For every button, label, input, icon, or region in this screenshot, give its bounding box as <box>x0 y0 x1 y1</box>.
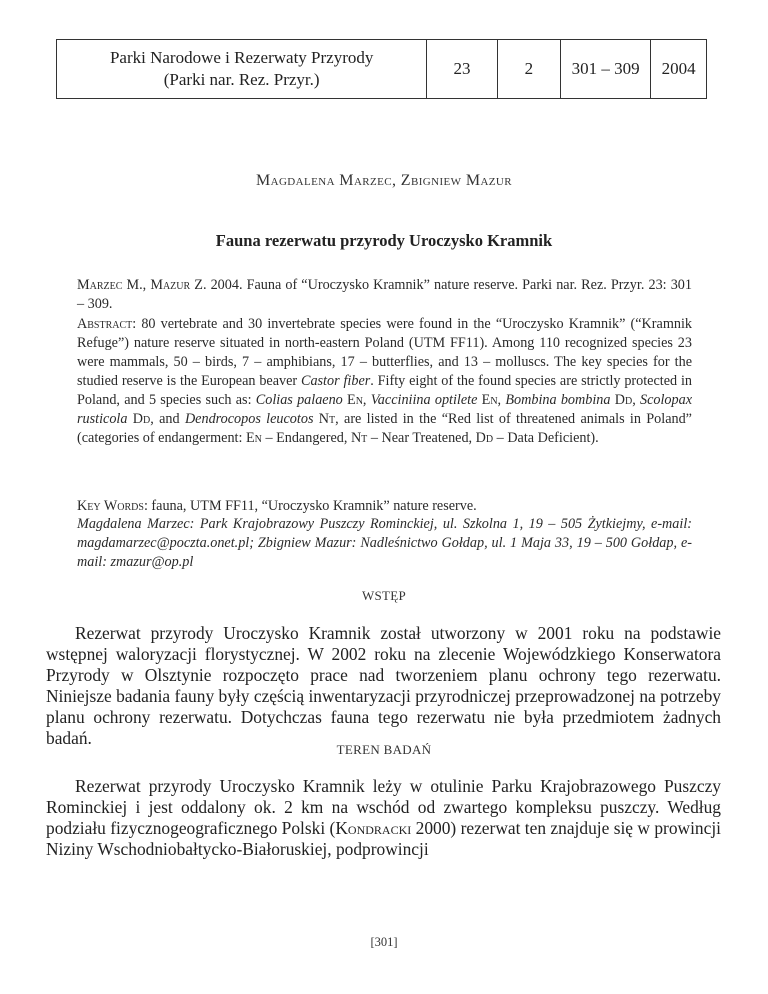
volume-cell: 23 <box>427 40 497 99</box>
citation-text1: M., <box>122 277 151 293</box>
species-name: Castor fiber <box>300 373 371 389</box>
species-name: Dendrocopos leucotos <box>184 411 314 427</box>
category-code: En <box>347 392 363 408</box>
journal-header-table <box>56 39 707 99</box>
abstract-text: , <box>632 392 640 408</box>
category-code: Dd <box>475 430 494 446</box>
study-area-paragraph <box>46 776 721 860</box>
reference-author: Kondracki <box>335 818 412 838</box>
article-title: Fauna rezerwatu przyrody Uroczysko Kramnik <box>215 231 553 250</box>
study-area-text: 2000) rezerwat ten znajduje się w prowincji Niziny Wschodniobałtycko-Białoruskiej, podprowincji <box>46 818 721 859</box>
section-heading-study-area: TEREN BADAŃ <box>336 742 432 757</box>
abstract-text: : 80 vertebrate and 30 invertebrate species were found in the “Uroczysko Kramnik” (“Kramnik Refuge”) nature reserve situated in north-eastern Poland (UTM FF11). Among 110 recognized species 23 were mammals, 50 – birds, 7 – amphibians, 17 – butterflies, and 13 – molluscs. The key species for the studied reserve is the European beaver <box>77 316 692 389</box>
species-name: Scolopax rusticola <box>77 392 693 427</box>
journal-abbreviation: (Parki nar. Rez. Przyr.) <box>163 70 320 89</box>
year-cell: 2004 <box>651 40 707 99</box>
issue-cell: 2 <box>497 40 560 99</box>
citation-author2: Mazur <box>150 277 191 293</box>
introduction-paragraph: Rezerwat przyrody Uroczysko Kramnik został utworzony w 2001 roku na podstawie wstępnej waloryzacji florystycznej. W 2002 roku na zlecenie Wojewódzkiego Konserwatora Przyrody w Olsztynie rozpoczęto prace nad tworzeniem planu ochrony tego rezerwatu. Niniejsze badania fauny były częścią inwentaryzacji przyrodniczej przeprowadzonej na potrzeby planu ochrony rezerwatu. Dotychczas fauna tego rezerwatu nie była przedmiotem żadnych badań. <box>46 623 721 748</box>
abstract-text: , <box>362 392 371 408</box>
pages-cell: 301 – 309 <box>561 40 651 99</box>
abstract-text: – Near Treatened, <box>367 430 476 446</box>
citation <box>77 276 692 314</box>
abstract-text: , and <box>150 411 185 427</box>
authors: Magdalena Marzec, Zbigniew Mazur <box>255 172 512 189</box>
abstract-text: – Endangered, <box>261 430 351 446</box>
abstract-text: – Data Deficient). <box>493 430 599 446</box>
study-area-text: Rezerwat przyrody Uroczysko Kramnik leży w otulinie Parku Krajobrazowego Puszczy Rominckiej i jest oddalony ok. 2 km na wschód od zwartego kompleksu puszczy. Według podziału fizycznogeograficznego Polski ( <box>46 776 721 838</box>
abstract-text: . Fifty eight of the found species are strictly protected in Poland, and 5 species such as: <box>77 373 692 408</box>
journal-header-row <box>57 40 707 99</box>
keywords-label: Key Words <box>77 498 144 514</box>
keywords-text: : fauna, UTM FF11, “Uroczysko Kramnik” nature reserve. <box>143 498 477 514</box>
page-number: [301] <box>370 935 398 949</box>
journal-name-cell <box>57 40 427 99</box>
category-code: Nt <box>350 430 368 446</box>
species-name: Bombina bombina <box>505 392 611 408</box>
citation-author1: Marzec <box>77 277 123 293</box>
journal-name: Parki Narodowe i Rezerwaty Przyrody <box>109 48 374 67</box>
category-code: En <box>246 430 262 446</box>
abstract <box>77 315 692 448</box>
author-addresses: Magdalena Marzec: Park Krajobrazowy Puszczy Rominckiej, ul. Szkolna 1, 19 – 505 Żytkiejmy, e-mail: magdamarzec@poczta.onet.pl; Zbigniew Mazur: Nadleśnictwo Gołdap, ul. 1 Maja 33, 19 – 500 Gołdap, e-mail: zmazur@op.pl <box>77 516 692 570</box>
species-name: Colias palaeno <box>255 392 343 408</box>
abstract-text: , <box>497 392 506 408</box>
category-code: Dd <box>132 411 151 427</box>
category-code: Nt <box>318 411 336 427</box>
section-heading-introduction: WSTĘP <box>361 588 407 603</box>
abstract-text: , are listed in the “Red list of threatened animals in Poland” (categories of endangerment: <box>77 411 692 446</box>
category-code: En <box>481 392 498 408</box>
category-code: Dd <box>614 392 633 408</box>
citation-text2: Z. 2004. Fauna of “Uroczysko Kramnik” nature reserve. Parki nar. Rez. Przyr. 23: 301 – 309. <box>77 277 692 312</box>
keywords <box>77 497 692 516</box>
abstract-label: Abstract <box>77 316 133 332</box>
species-name: Vacciniina optilete <box>370 392 478 408</box>
